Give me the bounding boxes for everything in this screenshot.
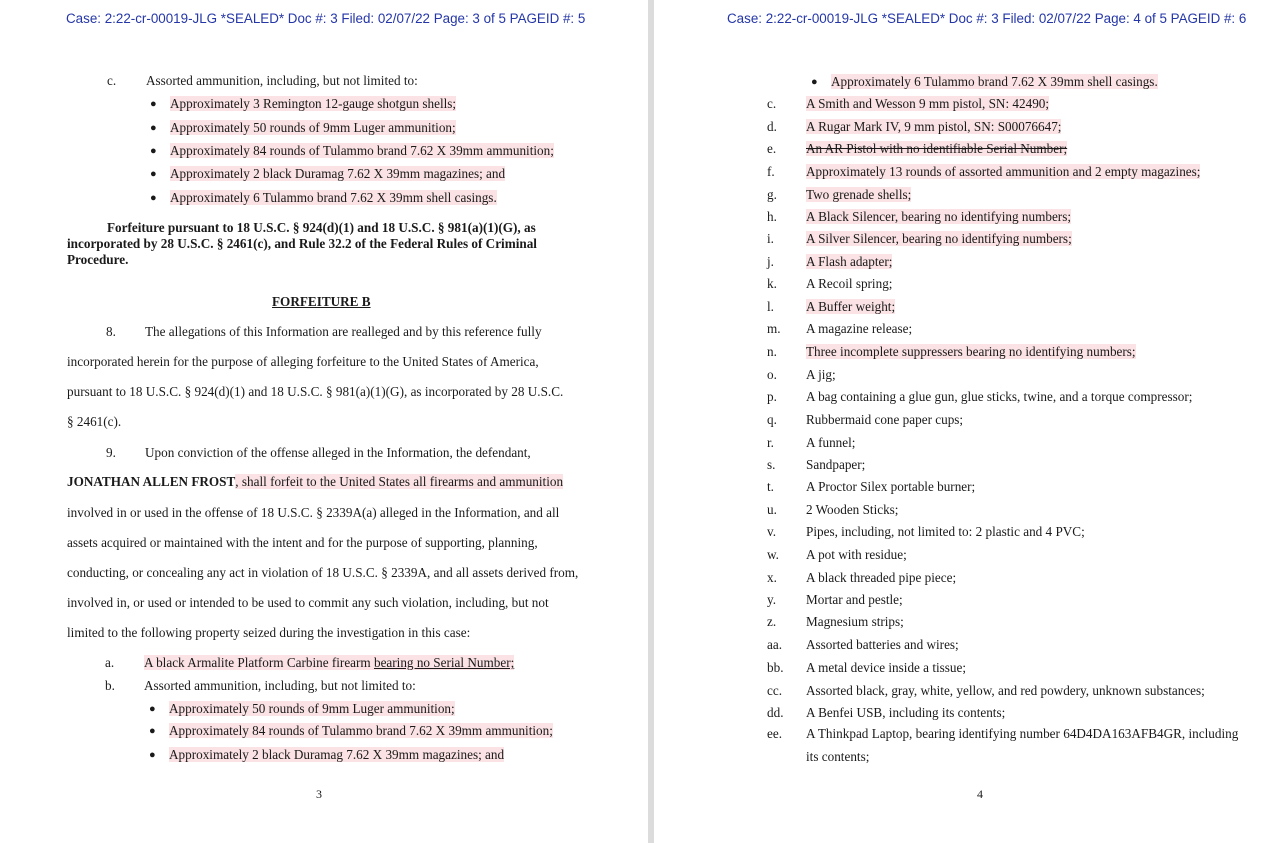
item-text (806, 119, 1061, 135)
item-text (806, 435, 855, 451)
item-letter: l. (767, 299, 774, 314)
item-text (806, 457, 865, 473)
item-text (806, 614, 904, 630)
defendant-name: JONATHAN ALLEN FROST (67, 474, 236, 489)
paragraph-line: incorporated herein for the purpose of alleging forfeiture to the United States of America, (67, 354, 539, 369)
item-letter: v. (767, 524, 777, 539)
item-letter: w. (767, 547, 779, 562)
paragraph-line: limited to the following property seized during the investigation in this case: (67, 625, 471, 640)
item-text-content: Approximately 13 rounds of assorted ammunition and 2 empty magazines; (806, 164, 1201, 179)
item-text-content: A magazine release; (806, 321, 913, 336)
item-text (806, 344, 1136, 360)
item-text-content: A Silver Silencer, bearing no identifying numbers; (806, 231, 1072, 246)
item-letter: o. (767, 367, 777, 382)
item-letter: a. (105, 655, 115, 670)
item-letter: c. (767, 96, 777, 111)
item-text (806, 570, 956, 586)
paragraph-line: conducting, or concealing any act in violation of 18 U.S.C. § 2339A, and all assets derived from, (67, 565, 579, 580)
bullet-icon: ● (149, 749, 156, 761)
document-page-4 (654, 0, 1280, 843)
item-text-content: An AR Pistol with no identifiable Serial Number; (806, 141, 1068, 156)
item-text (806, 412, 963, 428)
forfeiture-heading-line: Procedure. (67, 252, 129, 267)
forfeiture-heading-line: Forfeiture pursuant to 18 U.S.C. § 924(d)(1) and 18 U.S.C. § 981(a)(1)(G), as (107, 220, 536, 235)
item-letter: u. (767, 502, 777, 517)
paragraph-number: 8. (106, 324, 116, 339)
item-text-content: Magnesium strips; (806, 614, 904, 629)
item-letter: g. (767, 187, 777, 202)
item-text (806, 637, 959, 653)
item-text (806, 683, 1205, 699)
item-text (806, 187, 911, 203)
list-item-text: Approximately 2 black Duramag 7.62 X 39mm magazines; and (170, 166, 506, 181)
item-text-content: A bag containing a glue gun, glue sticks, twine, and a torque compressor; (806, 389, 1193, 404)
item-text-content: A pot with residue; (806, 547, 907, 562)
paragraph-number: 9. (106, 445, 116, 460)
item-text-content: A Buffer weight; (806, 299, 896, 314)
paragraph-line: The allegations of this Information are realleged and by this reference fully (145, 324, 542, 339)
item-letter: q. (767, 412, 777, 427)
item-text-content: A Benfei USB, including its contents; (806, 705, 1006, 720)
item-text (806, 321, 912, 337)
item-text (806, 164, 1200, 180)
list-item (170, 190, 497, 206)
item-text-content: A metal device inside a tissue; (806, 660, 967, 675)
list-item (170, 96, 456, 112)
section-title: FORFEITURE B (272, 294, 371, 309)
item-text-part: A black Armalite Platform Carbine firearm (144, 655, 374, 670)
item-letter: n. (767, 344, 777, 359)
item-text-content: Rubbermaid cone paper cups; (806, 412, 964, 427)
item-text (806, 299, 895, 315)
item-text (806, 389, 1192, 405)
item-text-content: A funnel; (806, 435, 856, 450)
list-item-text: Approximately 2 black Duramag 7.62 X 39mm magazines; and (169, 747, 505, 762)
item-letter: ee. (767, 726, 783, 741)
list-item-text: Approximately 84 rounds of Tulammo brand 7.62 X 39mm ammunition; (170, 143, 554, 158)
item-text-content: A Rugar Mark IV, 9 mm pistol, SN: S00076647; (806, 119, 1062, 134)
item-text (806, 367, 836, 383)
bullet-icon: ● (150, 168, 157, 180)
forfeiture-heading-line: incorporated by 28 U.S.C. § 2461(c), and Rule 32.2 of the Federal Rules of Criminal (67, 236, 537, 251)
item-text-underlined: bearing no Serial Number; (373, 655, 515, 670)
case-header: Case: 2:22-cr-00019-JLG *SEALED* Doc #: 3 Filed: 02/07/22 Page: 3 of 5 PAGEID #: 5 (66, 11, 586, 26)
paragraph-line-rest: , shall forfeit to the United States all firearms and ammunition (235, 474, 564, 489)
item-text-content: Three incomplete suppressers bearing no identifying numbers; (806, 344, 1136, 359)
item-text-content: Two grenade shells; (806, 187, 912, 202)
item-text-content: A Proctor Silex portable burner; (806, 479, 976, 494)
item-letter: p. (767, 389, 777, 404)
item-letter: y. (767, 592, 777, 607)
item-letter: r. (767, 435, 774, 450)
item-letter: d. (767, 119, 777, 134)
item-letter: z. (767, 614, 777, 629)
paragraph-line: pursuant to 18 U.S.C. § 924(d)(1) and 18 U.S.C. § 981(a)(1)(G), as incorporated by 28 U.S.C. (67, 384, 564, 399)
item-text: Assorted ammunition, including, but not limited to: (144, 678, 416, 693)
item-text (806, 276, 892, 292)
item-text (806, 592, 903, 608)
list-item-text: Approximately 50 rounds of 9mm Luger ammunition; (169, 701, 455, 716)
item-text-content: A Recoil spring; (806, 276, 893, 291)
list-item (169, 747, 504, 763)
item-text-content: Mortar and pestle; (806, 592, 903, 607)
item-text (806, 141, 1067, 157)
list-item-text: Approximately 6 Tulammo brand 7.62 X 39mm shell casings. (170, 190, 497, 205)
bullet-icon: ● (149, 725, 156, 737)
item-text-content: Sandpaper; (806, 457, 866, 472)
item-text (806, 547, 907, 563)
bullet-icon: ● (150, 122, 157, 134)
item-letter: aa. (767, 637, 783, 652)
list-item (170, 166, 505, 182)
item-letter: bb. (767, 660, 784, 675)
item-letter: e. (767, 141, 777, 156)
item-text (806, 231, 1072, 247)
item-text-content: A Black Silencer, bearing no identifying numbers; (806, 209, 1071, 224)
case-header: Case: 2:22-cr-00019-JLG *SEALED* Doc #: 3 Filed: 02/07/22 Page: 4 of 5 PAGEID #: 6 (727, 11, 1247, 26)
item-text-content: A Flash adapter; (806, 254, 893, 269)
item-text-content: A jig; (806, 367, 836, 382)
item-letter: i. (767, 231, 774, 246)
list-item (170, 143, 554, 159)
item-letter: h. (767, 209, 777, 224)
item-text-content: Assorted black, gray, white, yellow, and red powdery, unknown substances; (806, 683, 1205, 698)
item-text: Assorted ammunition, including, but not limited to: (146, 73, 418, 88)
paragraph-line: § 2461(c). (67, 414, 122, 429)
item-text-content: A black threaded pipe piece; (806, 570, 957, 585)
item-letter: j. (767, 254, 774, 269)
paragraph-line: involved in, or used or intended to be used to commit any such violation, including, but not (67, 595, 549, 610)
paragraph-line: assets acquired or maintained with the intent and for the purpose of supporting, planning, (67, 535, 538, 550)
item-text-content: A Smith and Wesson 9 mm pistol, SN: 42490; (806, 96, 1050, 111)
item-letter: c. (107, 73, 117, 88)
paragraph-line: Upon conviction of the offense alleged in the Information, the defendant, (145, 445, 531, 460)
list-item (170, 120, 456, 136)
paragraph-line: involved in or used in the offense of 18 U.S.C. § 2339A(a) alleged in the Information, and all (67, 505, 560, 520)
item-text (806, 502, 898, 518)
item-text (144, 655, 514, 671)
item-letter: t. (767, 479, 774, 494)
item-letter: s. (767, 457, 776, 472)
item-text-content: Pipes, including, not limited to: 2 plastic and 4 PVC; (806, 524, 1085, 539)
bullet-icon: ● (811, 76, 818, 88)
item-text (806, 479, 975, 495)
list-item-text: Approximately 84 rounds of Tulammo brand 7.62 X 39mm ammunition; (169, 723, 553, 738)
list-item (169, 723, 553, 739)
item-letter: cc. (767, 683, 783, 698)
item-text (806, 705, 1005, 721)
list-item (831, 74, 1158, 90)
item-text-content: Assorted batteries and wires; (806, 637, 959, 652)
item-letter: dd. (767, 705, 784, 720)
item-text (806, 209, 1071, 225)
item-text (806, 660, 966, 676)
page-number: 3 (316, 787, 322, 801)
list-item (169, 701, 455, 717)
item-text (806, 726, 1238, 742)
item-text (806, 524, 1085, 540)
list-item-text: Approximately 6 Tulammo brand 7.62 X 39mm shell casings. (831, 74, 1158, 89)
item-text (806, 96, 1049, 112)
bullet-icon: ● (150, 98, 157, 110)
list-item-text: Approximately 50 rounds of 9mm Luger ammunition; (170, 120, 456, 135)
bullet-icon: ● (150, 145, 157, 157)
item-text (806, 254, 892, 270)
item-text-content: 2 Wooden Sticks; (806, 502, 899, 517)
paragraph-line (67, 474, 563, 490)
bullet-icon: ● (149, 703, 156, 715)
bullet-icon: ● (150, 192, 157, 204)
item-letter: k. (767, 276, 777, 291)
item-letter: x. (767, 570, 777, 585)
item-letter: m. (767, 321, 781, 336)
page-number: 4 (977, 787, 983, 801)
item-letter: b. (105, 678, 115, 693)
list-item-text: Approximately 3 Remington 12-gauge shotgun shells; (170, 96, 457, 111)
item-text-content: A Thinkpad Laptop, bearing identifying number 64D4DA163AFB4GR, including (806, 726, 1239, 741)
item-text-continuation: its contents; (806, 749, 870, 764)
item-letter: f. (767, 164, 775, 179)
